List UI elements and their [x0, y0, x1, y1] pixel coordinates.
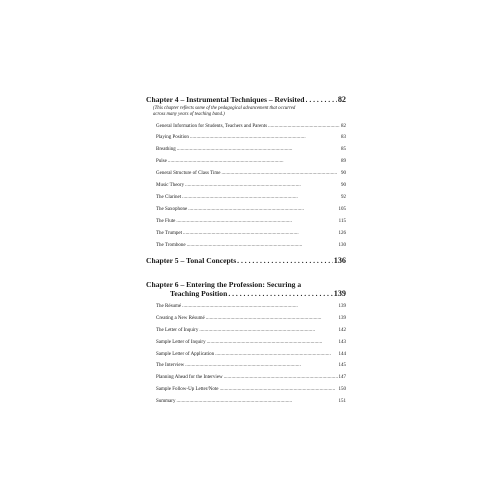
- chapter-4-entries: [146, 124, 346, 255]
- toc-entry-page: 89: [341, 159, 346, 165]
- leader-dots: [237, 256, 333, 265]
- toc-entry-page: 144: [338, 351, 346, 357]
- leader-dots: [206, 316, 338, 322]
- toc-entry: [146, 352, 346, 364]
- toc-entry-page: 82: [341, 123, 346, 129]
- leader-dots: [182, 304, 337, 310]
- toc-entry-page: 115: [338, 218, 346, 224]
- chapter-4-title: Chapter 4 – Instrumental Techniques – Revisited: [146, 95, 305, 104]
- toc-entry: [146, 147, 346, 159]
- toc-entry-title: Sample Letter of Application: [156, 351, 215, 357]
- toc-entry: [146, 195, 346, 207]
- chapter-5-heading: [146, 256, 346, 265]
- leader-dots: [199, 328, 337, 334]
- toc-entry-title: The Flute: [156, 218, 176, 224]
- leader-dots: [185, 363, 337, 369]
- toc-entry-title: Music Theory: [156, 183, 185, 189]
- toc-entry: [146, 304, 346, 316]
- leader-dots: [224, 375, 338, 381]
- chapter-4-section: [146, 95, 346, 254]
- toc-entry: [146, 135, 346, 147]
- leader-dots: [176, 399, 337, 405]
- toc-entry-title: Pulse: [156, 159, 167, 165]
- leader-dots: [187, 243, 338, 249]
- toc-entry: [146, 328, 346, 340]
- chapter-6-heading-line-1: [146, 280, 346, 289]
- toc-entry-page: 85: [341, 147, 346, 153]
- toc-entry-page: 83: [341, 135, 346, 141]
- chapter-4-page: 82: [337, 95, 346, 104]
- toc-entry-title: The Letter of Inquiry: [156, 327, 199, 333]
- toc-entry: [146, 363, 346, 375]
- toc-entry: [146, 171, 346, 183]
- toc-entry: [146, 231, 346, 243]
- toc-entry: [146, 159, 346, 171]
- toc-entry: [146, 399, 346, 411]
- toc-entry-page: 143: [338, 339, 346, 345]
- toc-entry-title: The Saxophone: [156, 206, 188, 212]
- toc-entry-page: 147: [338, 375, 346, 381]
- leader-dots: [268, 124, 340, 130]
- toc-entry: [146, 219, 346, 231]
- toc-entry-page: 130: [338, 242, 346, 248]
- leader-dots: [306, 95, 337, 104]
- leader-dots: [183, 231, 338, 237]
- toc-entry-page: 139: [338, 315, 346, 321]
- leader-dots: [185, 183, 340, 189]
- leader-dots: [177, 147, 340, 153]
- leader-dots: [215, 352, 337, 358]
- toc-entry-page: 151: [338, 399, 346, 405]
- toc-entry-title: Creating a New Résumé: [156, 315, 205, 321]
- chapter-4-description: (This chapter reflects some of the pedagogical advancement that occurred across many years of teaching band.): [153, 106, 296, 117]
- toc-entry-page: 139: [338, 304, 346, 309]
- toc-entry: [146, 375, 346, 387]
- leader-dots: [176, 219, 337, 225]
- toc-entry: [146, 340, 346, 352]
- leader-dots: [182, 195, 340, 201]
- chapter-4-heading: [146, 95, 346, 104]
- toc-entry-page: 145: [338, 363, 346, 369]
- toc-entry-title: The Trombone: [156, 242, 186, 248]
- leader-dots: [168, 159, 340, 165]
- toc-entry-title: Planning Ahead for the Interview: [156, 375, 223, 381]
- toc-entry-title: General Structure of Class Time: [156, 171, 221, 177]
- toc-entry-page: 150: [338, 387, 346, 393]
- chapter-5-section: [146, 256, 346, 265]
- leader-dots: [220, 387, 338, 393]
- toc-entry: [146, 316, 346, 328]
- toc-entry-title: Sample Letter of Inquiry: [156, 339, 206, 345]
- toc-entry-title: The Trumpet: [156, 230, 182, 236]
- toc-entry-title: The Résumé: [156, 304, 182, 309]
- toc-entry-page: 126: [338, 230, 346, 236]
- chapter-6-section: [146, 280, 346, 411]
- toc-entry-title: Summary: [156, 399, 176, 405]
- toc-entry-title: The Interview: [156, 363, 185, 369]
- leader-dots: [188, 207, 337, 213]
- toc-entry-page: 90: [341, 171, 346, 177]
- toc-entry: [146, 183, 346, 195]
- toc-entry-page: 92: [341, 194, 346, 200]
- toc-entry: [146, 207, 346, 219]
- chapter-6-title-line-1: Chapter 6 – Entering the Profession: Securing a: [146, 280, 302, 289]
- toc-entry: [146, 124, 346, 136]
- toc-entry-page: 142: [338, 327, 346, 333]
- leader-dots: [228, 289, 332, 298]
- leader-dots: [207, 340, 338, 346]
- chapter-5-page: 136: [333, 256, 346, 265]
- chapter-5-title: Chapter 5 – Tonal Concepts: [146, 256, 237, 265]
- toc-entry-page: 105: [338, 206, 346, 212]
- toc-entry-title: General Information for Students, Teachers and Parents: [156, 123, 268, 129]
- toc-entry-title: The Clarinet: [156, 194, 182, 200]
- toc-entry-title: Breathing: [156, 147, 176, 153]
- toc-entry-page: 90: [341, 183, 346, 189]
- toc-entry-title: Playing Position: [156, 135, 189, 141]
- toc-entry: [146, 243, 346, 255]
- chapter-6-entries: [146, 304, 346, 411]
- chapter-6-page: 139: [333, 289, 346, 298]
- toc-entry: [146, 387, 346, 399]
- leader-dots: [190, 135, 340, 141]
- toc-entry-title: Sample Follow-Up Letter/Note: [156, 387, 219, 393]
- chapter-6-heading-line-2: [146, 289, 346, 298]
- chapter-6-title-line-2: Teaching Position: [170, 289, 228, 298]
- leader-dots: [221, 171, 340, 177]
